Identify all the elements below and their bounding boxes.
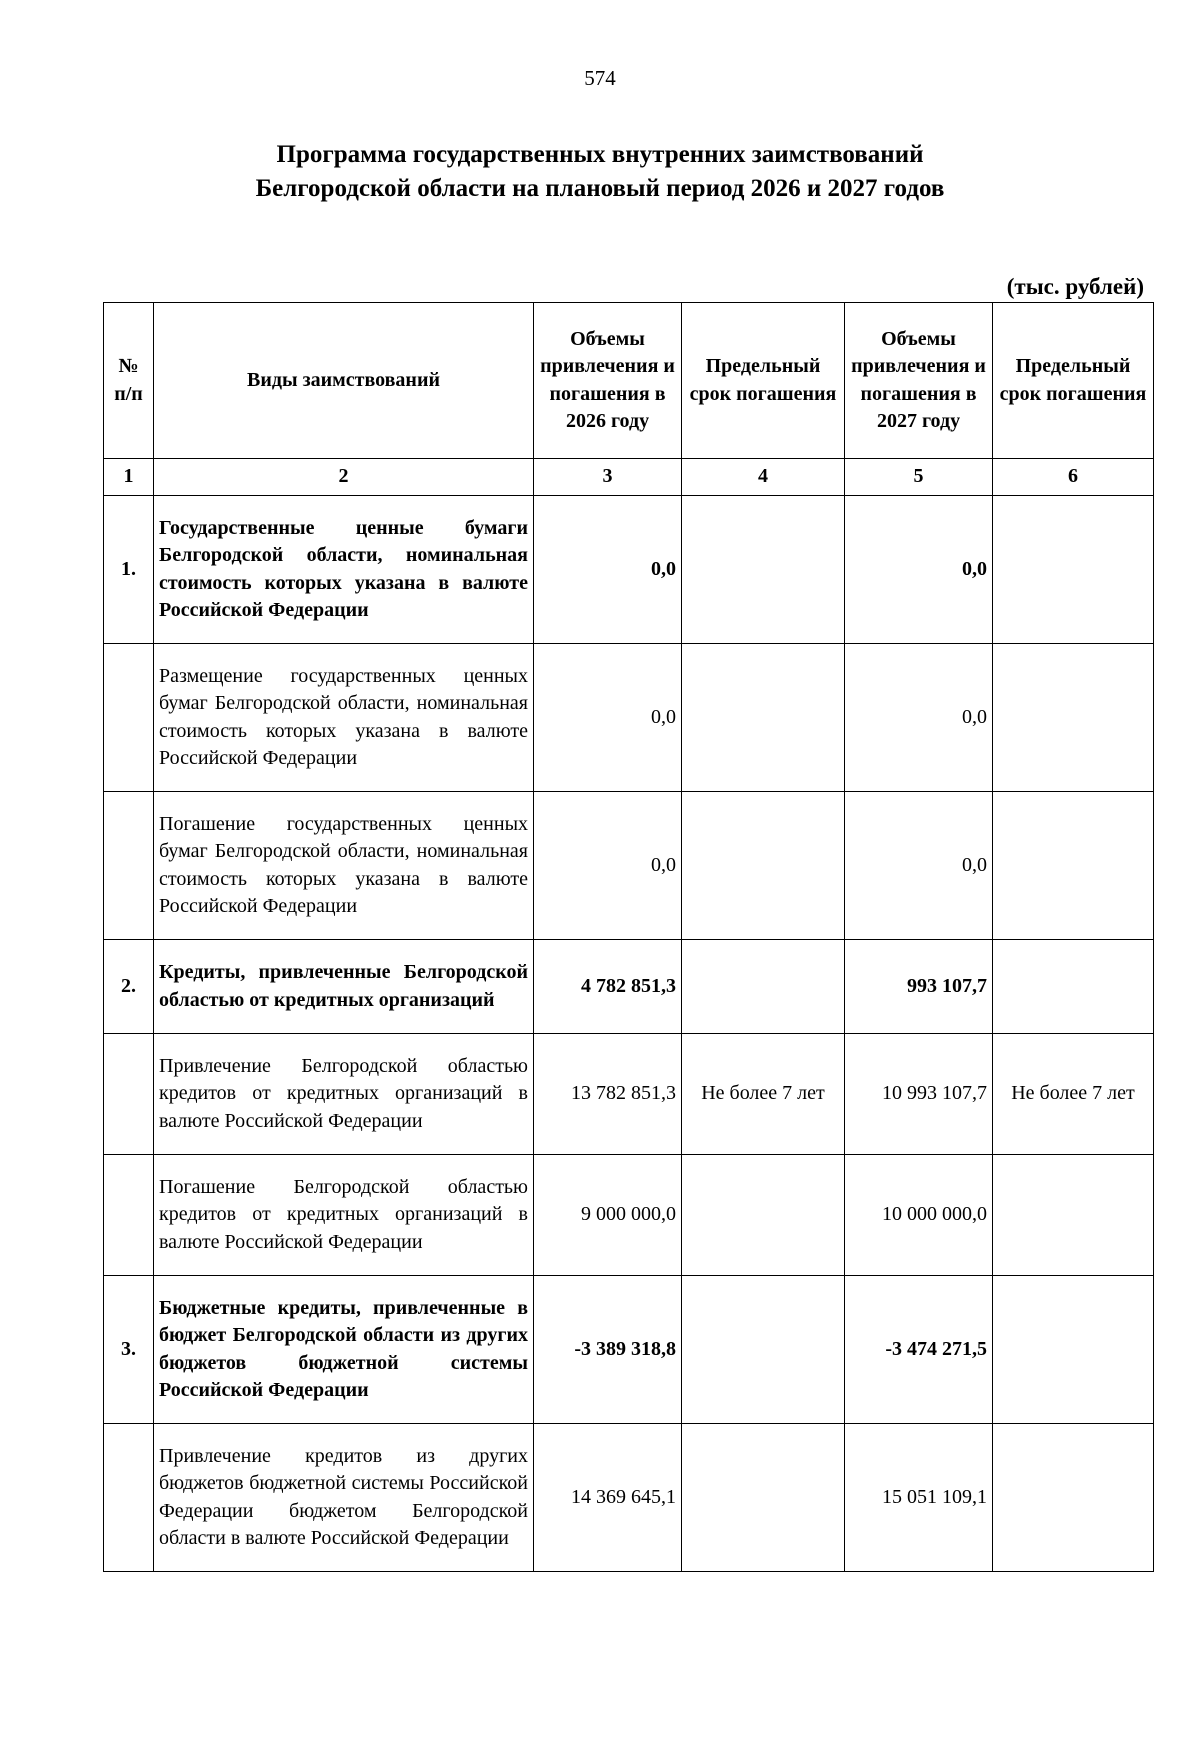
row-index: 3. xyxy=(104,1276,154,1424)
row-value-2027: 15 051 109,1 xyxy=(845,1424,993,1572)
row-value-2027: 0,0 xyxy=(845,496,993,644)
row-term-2026 xyxy=(682,792,845,940)
title-line-2: Белгородской области на плановый период 2026 и 2027 годов xyxy=(255,175,945,202)
row-value-2026: 0,0 xyxy=(534,496,682,644)
row-value-2026: -3 389 318,8 xyxy=(534,1276,682,1424)
row-index xyxy=(104,1155,154,1276)
row-index xyxy=(104,792,154,940)
header-row xyxy=(104,303,1154,459)
row-name: Привлечение кредитов из других бюджетов бюджетной системы Российской Федерации бюджетом Белгородской области в валюте Российской Федерации xyxy=(154,1424,534,1572)
table-row xyxy=(104,1424,1154,1572)
row-index xyxy=(104,1034,154,1155)
header-volume-2026: Объемы привлечения и погашения в 2026 году xyxy=(534,303,682,459)
row-name: Бюджетные кредиты, привлеченные в бюджет Белгородской области из других бюджетов бюджетной системы Российской Федерации xyxy=(154,1276,534,1424)
row-term-2027 xyxy=(993,1424,1154,1572)
column-number: 1 xyxy=(104,459,154,496)
row-name: Государственные ценные бумаги Белгородской области, номинальная стоимость которых указана в валюте Российской Федерации xyxy=(154,496,534,644)
column-number: 5 xyxy=(845,459,993,496)
table-row xyxy=(104,496,1154,644)
row-value-2026: 4 782 851,3 xyxy=(534,940,682,1034)
document-title xyxy=(0,138,1200,206)
row-term-2027 xyxy=(993,1155,1154,1276)
row-term-2026 xyxy=(682,1424,845,1572)
table-row xyxy=(104,1034,1154,1155)
table-row xyxy=(104,940,1154,1034)
row-term-2027 xyxy=(993,940,1154,1034)
row-term-2027: Не более 7 лет xyxy=(993,1034,1154,1155)
header-term-2027: Предельный срок погашения xyxy=(993,303,1154,459)
page-number: 574 xyxy=(584,66,616,90)
row-term-2026 xyxy=(682,496,845,644)
row-value-2026: 13 782 851,3 xyxy=(534,1034,682,1155)
table-row xyxy=(104,1276,1154,1424)
header-volume-2027: Объемы привлечения и погашения в 2027 году xyxy=(845,303,993,459)
row-index: 1. xyxy=(104,496,154,644)
row-name: Погашение Белгородской областью кредитов от кредитных организаций в валюте Российской Федерации xyxy=(154,1155,534,1276)
row-name: Кредиты, привлеченные Белгородской областью от кредитных организаций xyxy=(154,940,534,1034)
table-row xyxy=(104,792,1154,940)
row-value-2026: 0,0 xyxy=(534,644,682,792)
row-term-2027 xyxy=(993,644,1154,792)
row-name: Размещение государственных ценных бумаг Белгородской области, номинальная стоимость которых указана в валюте Российской Федерации xyxy=(154,644,534,792)
row-value-2027: 10 000 000,0 xyxy=(845,1155,993,1276)
row-term-2027 xyxy=(993,496,1154,644)
units-label: (тыс. рублей) xyxy=(1006,274,1144,299)
row-term-2026: Не более 7 лет xyxy=(682,1034,845,1155)
column-number: 2 xyxy=(154,459,534,496)
row-name: Погашение государственных ценных бумаг Белгородской области, номинальная стоимость которых указана в валюте Российской Федерации xyxy=(154,792,534,940)
table-row xyxy=(104,644,1154,792)
row-value-2027: -3 474 271,5 xyxy=(845,1276,993,1424)
row-term-2026 xyxy=(682,1276,845,1424)
row-term-2026 xyxy=(682,1155,845,1276)
row-term-2026 xyxy=(682,940,845,1034)
column-number: 4 xyxy=(682,459,845,496)
row-index xyxy=(104,644,154,792)
column-number: 6 xyxy=(993,459,1154,496)
header-term-2026: Предельный срок погашения xyxy=(682,303,845,459)
header-borrowing-type: Виды заимствований xyxy=(154,303,534,459)
row-term-2027 xyxy=(993,1276,1154,1424)
header-number: № п/п xyxy=(104,303,154,459)
row-index: 2. xyxy=(104,940,154,1034)
row-value-2026: 9 000 000,0 xyxy=(534,1155,682,1276)
column-number: 3 xyxy=(534,459,682,496)
row-index xyxy=(104,1424,154,1572)
row-name: Привлечение Белгородской областью кредитов от кредитных организаций в валюте Российской Федерации xyxy=(154,1034,534,1155)
table-row xyxy=(104,1155,1154,1276)
column-number-row xyxy=(104,459,1154,496)
row-value-2027: 0,0 xyxy=(845,644,993,792)
row-value-2026: 0,0 xyxy=(534,792,682,940)
row-value-2027: 993 107,7 xyxy=(845,940,993,1034)
row-value-2027: 10 993 107,7 xyxy=(845,1034,993,1155)
row-term-2027 xyxy=(993,792,1154,940)
title-line-1: Программа государственных внутренних заимствований xyxy=(276,141,924,168)
borrowings-table xyxy=(103,302,1154,1572)
row-term-2026 xyxy=(682,644,845,792)
row-value-2027: 0,0 xyxy=(845,792,993,940)
row-value-2026: 14 369 645,1 xyxy=(534,1424,682,1572)
